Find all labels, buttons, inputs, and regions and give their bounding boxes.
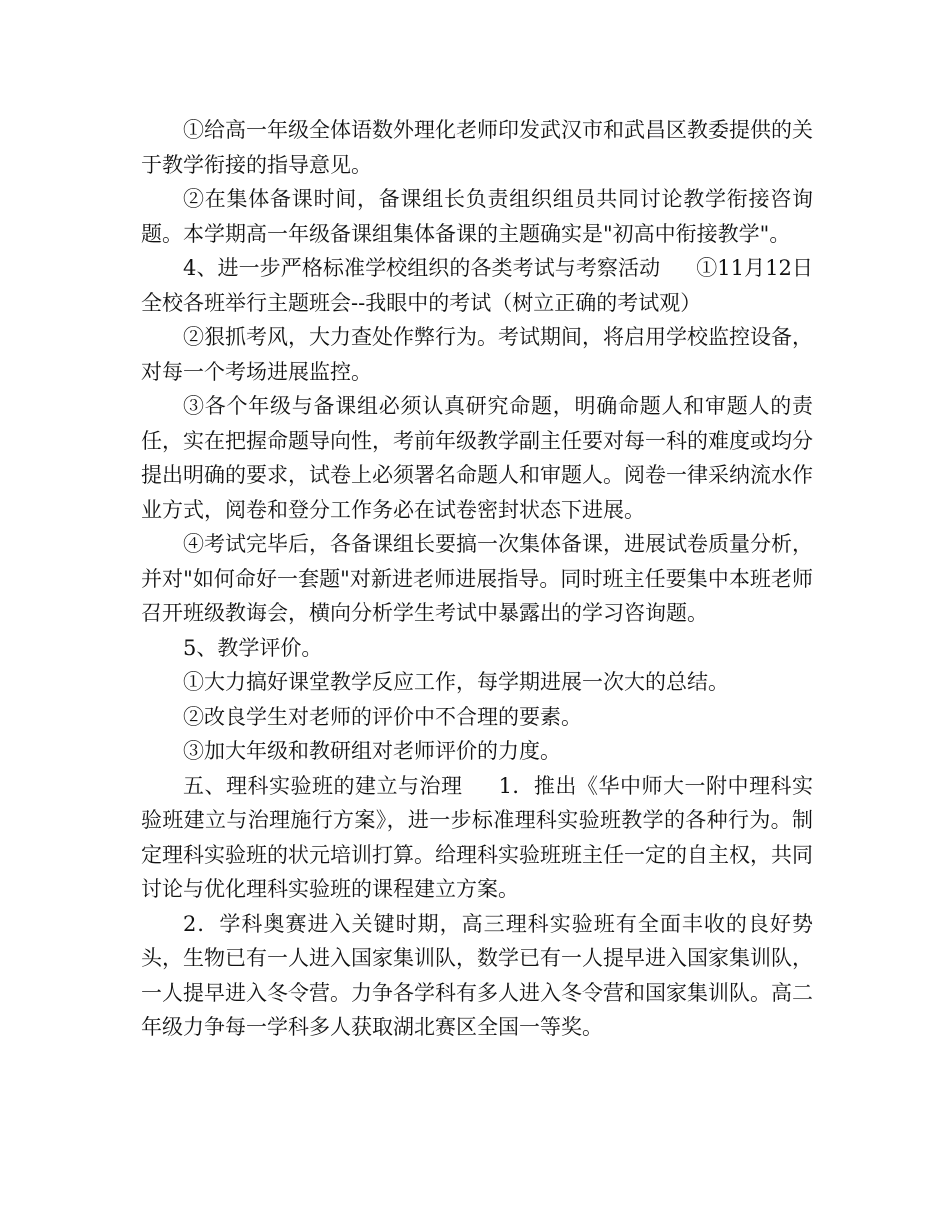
document-body xyxy=(141,113,813,1045)
paragraph-2: ②在集体备课时间，备课组长负责组织组员共同讨论教学衔接咨询题。本学期高一年级备课组集体备课的主题确实是"初高中衔接教学"。 xyxy=(141,187,813,246)
paragraph-1: ①给高一年级全体语数外理化老师印发武汉市和武昌区教委提供的关于教学衔接的指导意见。 xyxy=(141,118,813,177)
paragraph-11 xyxy=(141,769,813,907)
paragraph-12: 2．学科奥赛进入关键时期，高三理科实验班有全面丰收的良好势头，生物已有一人进入国家集训队，数学已有一人提早进入国家集训队，一人提早进入冬令营。力争各学科有多人进入冬令营和国家集训队。高二年级力争每一学科多人获取湖北赛区全国一等奖。 xyxy=(141,911,813,1039)
paragraph-5: ③各个年级与备课组必须认真研究命题，明确命题人和审题人的责任，实在把握命题导向性，考前年级教学副主任要对每一科的难度或均分提出明确的要求，试卷上必须署名命题人和审题人。阅卷一律采纳流水作业方式，阅卷和登分工作务必在试卷密封状态下进展。 xyxy=(141,394,813,522)
paragraph-8: ①大力搞好课堂教学反应工作，每学期进展一次大的总结。 xyxy=(183,670,729,694)
paragraph-4: ②狠抓考风，大力查处作弊行为。考试期间，将启用学校监控设备，对每一个考场进展监控。 xyxy=(141,325,813,384)
paragraph-6: ④考试完毕后，各备课组长要搞一次集体备课，进展试卷质量分析，并对"如何命好一套题"对新进老师进展指导。同时班主任要集中本班老师召开班级教诲会，横向分析学生考试中暴露出的学习咨询题。 xyxy=(141,532,813,625)
paragraph-3-heading: 4、进一步严格标准学校组织的各类考试与考察活动 xyxy=(183,256,661,280)
paragraph-10: ③加大年级和教研组对老师评价的力度。 xyxy=(183,739,561,763)
paragraph-9: ②改良学生对老师的评价中不合理的要素。 xyxy=(183,704,582,729)
paragraph-7: 5、教学评价。 xyxy=(183,635,323,660)
paragraph-3 xyxy=(141,251,813,320)
paragraph-11-heading: 五、理科实验班的建立与治理 xyxy=(183,773,463,798)
paragraph-3-body: ①11月12日全校各班举行主题班会--我眼中的考试（树立正确的考试观） xyxy=(141,256,813,315)
paragraph-11-body: 1．推出《华中师大一附中理科实验班建立与治理施行方案》，进一步标准理科实验班教学的各种行为。制定理科实验班的状元培训打算。给理科实验班班主任一定的自主权，共同讨论与优化理科实验班的课程建立方案。 xyxy=(141,773,813,901)
